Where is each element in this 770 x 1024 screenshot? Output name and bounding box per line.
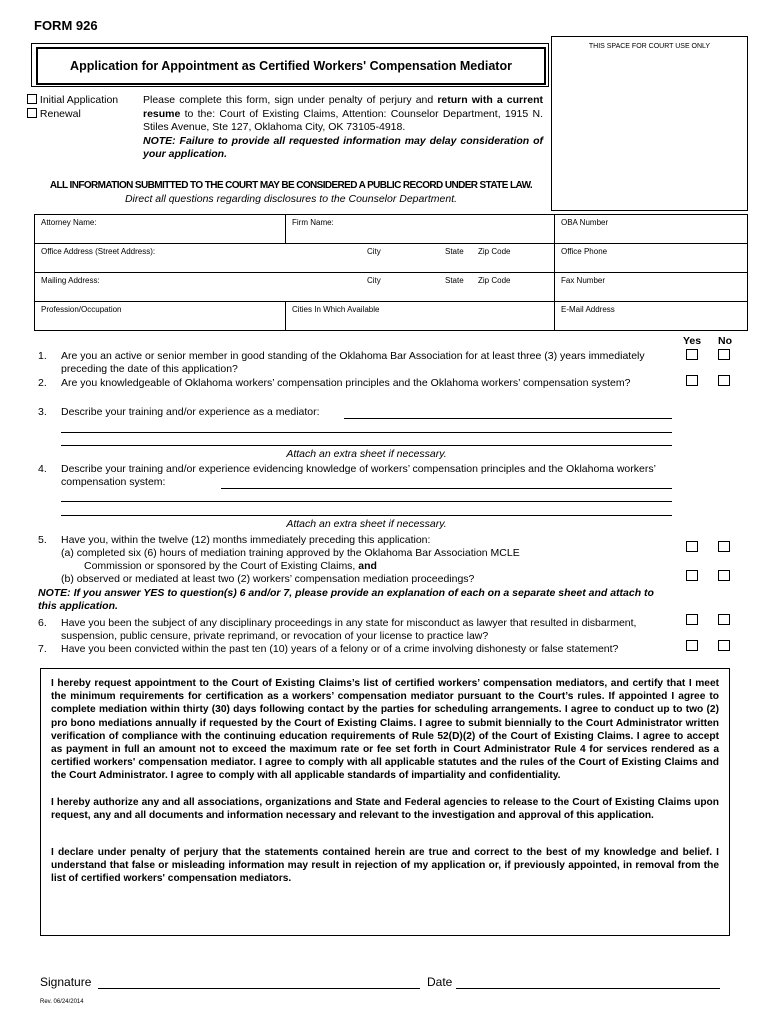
oba-number-label: OBA Number <box>561 218 609 227</box>
q4-answer-line-1[interactable] <box>221 488 672 489</box>
applicant-info-table <box>34 214 748 331</box>
q7-number: 7. <box>38 643 47 655</box>
q2-number: 2. <box>38 377 47 389</box>
initial-application-checkbox[interactable] <box>27 94 37 104</box>
q5b-no-checkbox[interactable] <box>718 570 730 581</box>
mailing-city-label: City <box>367 276 381 285</box>
fax-number-field[interactable] <box>555 273 748 302</box>
q6-text: Have you been the subject of any disciplinary proceedings in any state for misconduct as lawyer that resulted in disbarment, suspension, public censure, private reprimand, or revocation of your license to practice law? <box>61 617 637 642</box>
q2-text: Are you knowledgeable of Oklahoma workers’ compensation principles and the Oklahoma workers’ compensation system? <box>61 377 631 389</box>
q6-no-checkbox[interactable] <box>718 614 730 625</box>
instructions-note: NOTE: Failure to provide all requested information may delay consideration of your application. <box>143 134 543 160</box>
disclosure-direction: Direct all questions regarding disclosures to the Counselor Department. <box>124 193 458 205</box>
instructions <box>143 94 543 162</box>
cities-available-label: Cities In Which Available <box>292 305 380 314</box>
signature-line[interactable] <box>98 988 420 989</box>
q5a-no-checkbox[interactable] <box>718 541 730 552</box>
q5a-text: (a) completed six (6) hours of mediation training approved by the Oklahoma Bar Association MCLE <box>61 547 520 559</box>
q3-answer-line-3[interactable] <box>61 445 672 446</box>
office-state-label: State <box>445 247 464 256</box>
profession-field[interactable] <box>35 302 286 331</box>
instructions-bold: return with a current resume <box>143 94 543 120</box>
firm-name-label: Firm Name: <box>292 218 334 227</box>
q2-yes-checkbox[interactable] <box>686 375 698 386</box>
office-zip-label: Zip Code <box>478 247 511 256</box>
date-label: Date <box>427 975 453 989</box>
q5a-and: and <box>358 560 377 572</box>
q7-text: Have you been convicted within the past ten (10) years of a felony or of a crime involving dishonesty or false statement? <box>61 643 619 655</box>
q1-no-checkbox[interactable] <box>718 349 730 360</box>
instructions-address: to the: Court of Existing Claims, Attention: Counselor Department, 1915 N. Stiles Avenue, Ste 127, Oklahoma City, OK 73105-4918. <box>143 107 543 133</box>
declaration-perjury: I declare under penalty of perjury that the statements contained herein are true and correct to the best of my knowledge and belief. I understand that false or misleading information may result in rejection of my application or, if previously appointed, in removal from the list of certified workers' compensation mediators. <box>51 847 719 885</box>
no-column-header: No <box>718 335 732 347</box>
q3-answer-line-2[interactable] <box>61 432 672 433</box>
renewal-label: Renewal <box>39 108 81 120</box>
q7-yes-checkbox[interactable] <box>686 640 698 651</box>
email-field[interactable] <box>555 302 748 331</box>
renewal-checkbox[interactable] <box>27 108 37 118</box>
yes-column-header: Yes <box>683 335 702 347</box>
renewal-option[interactable] <box>27 108 81 120</box>
mailing-state-label: State <box>445 276 464 285</box>
declaration-request: I hereby request appointment to the Court of Existing Claims’s list of certified workers’ compensation mediators, and certify that I meet the minimum requirements for certification as a workers’ compensation mediator pursuant to the Court’s rules. If appointed I agree to complete mediation within thirty (30) days following contact by the parties for scheduling arrangements. I agree to conduct up to two (2) pro bono mediations annually if requested by the Court of Existing Claims. I agree to submit biennially to the Court Administrator written verification of compliance with the continuing education requirements of Rule 52(D)(2) of the Court of Existing Claims. I agree to accept as payment in full an amount not to exceed the maximum rate or fee set forth in Court Administrator Rule 4 for services rendered as a certified workers' compensation mediator. I agree to comply with all applicable statutes and the rules of the Court of Existing Claims and the Court Administrator. I agree to comply with all applicable standards of impartiality and confidentiality. <box>51 678 719 782</box>
q5-text: Have you, within the twelve (12) months immediately preceding this application: <box>61 534 431 546</box>
email-label: E-Mail Address <box>561 305 615 314</box>
mailing-address-field[interactable] <box>35 273 555 302</box>
explanation-note: NOTE: If you answer YES to question(s) 6 and/or 7, please provide an explanation of each on a separate sheet and attach to this application. <box>38 587 654 612</box>
q5b-text: (b) observed or mediated at least two (2) workers’ compensation mediation proceedings? <box>61 573 475 585</box>
q6-yes-checkbox[interactable] <box>686 614 698 625</box>
form-title: Application for Appointment as Certified Workers' Compensation Mediator <box>36 47 546 85</box>
instructions-text: Please complete this form, sign under penalty of perjury and <box>143 94 438 106</box>
q4-number: 4. <box>38 463 47 475</box>
profession-label: Profession/Occupation <box>41 305 122 314</box>
initial-application-option[interactable] <box>27 94 118 106</box>
initial-application-label: Initial Application <box>39 94 119 106</box>
q2-no-checkbox[interactable] <box>718 375 730 386</box>
q1-number: 1. <box>38 350 47 362</box>
attorney-name-label: Attorney Name: <box>41 218 97 227</box>
q7-no-checkbox[interactable] <box>718 640 730 651</box>
declaration-box <box>40 668 730 936</box>
attorney-name-field[interactable] <box>35 215 286 244</box>
q4-answer-line-2[interactable] <box>61 501 672 502</box>
q5a-yes-checkbox[interactable] <box>686 541 698 552</box>
q5-number: 5. <box>38 534 47 546</box>
q3-answer-line-1[interactable] <box>344 418 672 419</box>
mailing-address-label: Mailing Address: <box>41 276 100 285</box>
signature-label: Signature <box>40 975 92 989</box>
court-use-box <box>551 36 748 211</box>
oba-number-field[interactable] <box>555 215 748 244</box>
public-record-notice: ALL INFORMATION SUBMITTED TO THE COURT MAY BE CONSIDERED A PUBLIC RECORD UNDER STATE LAW. <box>49 180 533 191</box>
firm-name-field[interactable] <box>286 215 555 244</box>
revision-date: Rev. 06/24/2014 <box>40 999 84 1005</box>
court-use-label: THIS SPACE FOR COURT USE ONLY <box>588 43 711 50</box>
declaration-authorization: I hereby authorize any and all associations, organizations and State and Federal agencies to release to the Court of Existing Claims upon request, any and all documents and information necessary and relevant to the investigation and approval of this application. <box>51 796 719 821</box>
fax-number-label: Fax Number <box>561 276 606 285</box>
office-address-field[interactable] <box>35 244 555 273</box>
q1-text: Are you an active or senior member in good standing of the Oklahoma Bar Association for at least three (3) years immediately preceding the date of this application? <box>61 350 645 375</box>
q4-answer-line-3[interactable] <box>61 515 672 516</box>
q3-text: Describe your training and/or experience as a mediator: <box>61 406 320 418</box>
q5b-yes-checkbox[interactable] <box>686 570 698 581</box>
q5a-continued-text: Commission or sponsored by the Court of Existing Claims, <box>84 560 359 572</box>
date-line[interactable] <box>456 988 720 989</box>
cities-available-field[interactable] <box>286 302 555 331</box>
q1-yes-checkbox[interactable] <box>686 349 698 360</box>
q3-number: 3. <box>38 406 47 418</box>
office-phone-label: Office Phone <box>561 247 608 256</box>
office-city-label: City <box>367 247 381 256</box>
q4-text: Describe your training and/or experience evidencing knowledge of workers’ compensation principles and the Oklahoma workers’ compensation system: <box>61 463 656 488</box>
mailing-zip-label: Zip Code <box>478 276 511 285</box>
q6-number: 6. <box>38 617 47 629</box>
q4-attach-note: Attach an extra sheet if necessary. <box>286 518 447 530</box>
office-phone-field[interactable] <box>555 244 748 273</box>
q5a-continued <box>84 560 377 573</box>
form-number: FORM 926 <box>34 18 98 33</box>
q3-attach-note: Attach an extra sheet if necessary. <box>286 448 447 460</box>
office-address-label: Office Address (Street Address): <box>41 247 156 256</box>
